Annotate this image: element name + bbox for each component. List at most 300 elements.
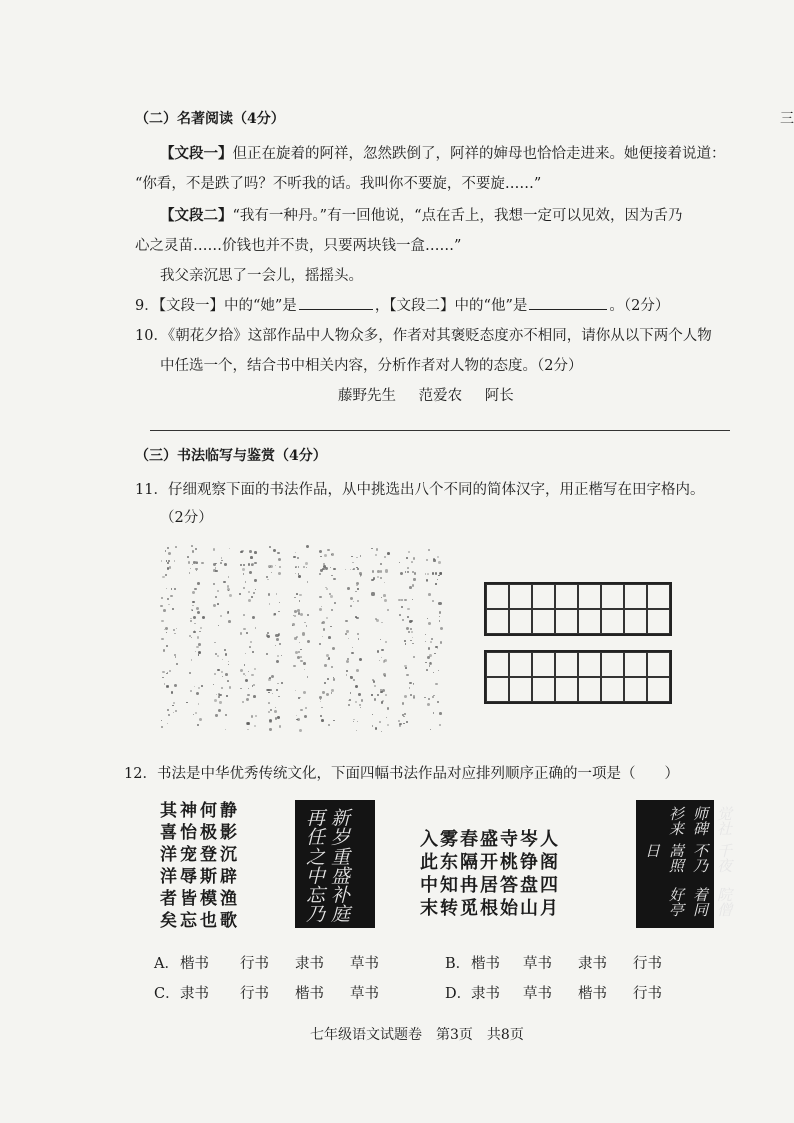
rubbing-speck	[228, 611, 230, 613]
rubbing-speck	[277, 552, 280, 555]
rubbing-speck	[305, 707, 308, 710]
rubbing-speck	[165, 574, 167, 576]
rubbing-speck	[324, 664, 327, 667]
grid-cell[interactable]	[647, 609, 670, 634]
rubbing-speck	[348, 704, 350, 706]
rubbing-speck	[193, 714, 195, 716]
rubbing-speck	[218, 625, 219, 626]
rubbing-speck	[407, 571, 408, 572]
rubbing-speck	[324, 682, 326, 684]
grid-cell[interactable]	[647, 584, 670, 609]
rubbing-speck	[229, 686, 232, 689]
rubbing-speck	[214, 699, 217, 702]
rubbing-speck	[433, 672, 434, 673]
rubbing-speck	[407, 616, 409, 618]
choice-fanainong: 范爱农	[418, 388, 463, 404]
rubbing-speck	[267, 579, 268, 580]
rubbing-speck	[243, 628, 245, 630]
page-marker: 三	[780, 111, 794, 127]
rubbing-speck	[429, 665, 430, 666]
rubbing-speck	[195, 651, 197, 653]
tianzige-grid-1[interactable]	[484, 582, 672, 636]
rubbing-speck	[402, 619, 404, 621]
rubbing-speck	[352, 647, 353, 648]
rubbing-speck	[380, 563, 382, 565]
rubbing-speck	[227, 585, 229, 587]
rubbing-speck	[278, 696, 280, 698]
rubbing-speck	[245, 679, 248, 682]
rubbing-speck	[331, 575, 333, 577]
rubbing-speck	[355, 591, 356, 592]
rubbing-speck	[381, 597, 382, 598]
rubbing-speck	[293, 665, 295, 667]
rubbing-speck	[198, 703, 199, 704]
choice-achang: 阿长	[484, 388, 514, 404]
rubbing-speck	[275, 634, 278, 637]
rubbing-speck	[357, 600, 359, 602]
rubbing-speck	[222, 659, 223, 660]
rubbing-speck	[248, 671, 250, 673]
rubbing-speck	[168, 714, 170, 716]
rubbing-speck	[299, 594, 302, 597]
rubbing-speck	[296, 636, 298, 638]
rubbing-speck	[404, 713, 406, 715]
rubbing-speck	[255, 715, 257, 717]
rubbing-speck	[278, 611, 279, 612]
rubbing-speck	[374, 685, 376, 687]
rubbing-speck	[356, 557, 358, 559]
rubbing-speck	[319, 596, 322, 599]
rubbing-speck	[225, 714, 227, 716]
grid-cell[interactable]	[578, 609, 601, 634]
rubbing-speck	[300, 709, 302, 711]
rubbing-speck	[380, 689, 382, 691]
rubbing-speck	[408, 551, 410, 553]
rubbing-speck	[279, 602, 280, 603]
rubbing-speck	[167, 567, 169, 569]
rubbing-speck	[425, 573, 427, 575]
grid-cell[interactable]	[486, 677, 509, 702]
rubbing-speck	[295, 573, 296, 574]
rubbing-speck	[350, 569, 352, 571]
rubbing-speck	[432, 600, 434, 602]
grid-cell[interactable]	[601, 652, 624, 677]
rubbing-speck	[331, 609, 333, 611]
rubbing-speck	[249, 571, 252, 574]
rubbing-speck	[326, 617, 328, 619]
rubbing-speck	[330, 626, 332, 628]
rubbing-speck	[271, 675, 274, 678]
rubbing-speck	[221, 557, 223, 559]
section3-title: （三）书法临写与鉴赏（4分）	[135, 448, 327, 464]
rubbing-speck	[251, 674, 254, 677]
rubbing-speck	[382, 689, 385, 692]
xingshu-sample: 补庭忘乃 重盛之中 新岁再任	[295, 800, 375, 928]
rubbing-speck	[299, 642, 300, 643]
rubbing-speck	[307, 581, 309, 583]
character-choices	[338, 384, 514, 405]
grid-cell[interactable]	[509, 677, 532, 702]
rubbing-speck	[165, 550, 166, 551]
rubbing-speck	[327, 659, 328, 660]
rubbing-speck	[372, 725, 374, 727]
rubbing-speck	[304, 715, 307, 718]
rubbing-speck	[268, 678, 271, 681]
rubbing-speck	[432, 696, 434, 698]
rubbing-speck	[175, 710, 177, 712]
question-11-line2: （2分）	[160, 510, 213, 526]
rubbing-speck	[294, 610, 297, 613]
rubbing-speck	[186, 702, 187, 703]
rubbing-speck	[298, 651, 300, 653]
rubbing-speck	[384, 599, 387, 602]
rubbing-speck	[438, 561, 441, 564]
rubbing-speck	[328, 636, 331, 639]
rubbing-speck	[387, 724, 389, 726]
rubbing-speck	[279, 643, 280, 644]
rubbing-speck	[327, 678, 329, 680]
rubbing-speck	[244, 664, 245, 665]
rubbing-speck	[226, 695, 227, 696]
grid-cell[interactable]	[601, 609, 624, 634]
rubbing-speck	[279, 566, 282, 569]
option-d[interactable]: D．隶书 草书 楷书 行书	[445, 986, 662, 1002]
rubbing-speck	[435, 683, 437, 685]
rubbing-speck	[162, 677, 163, 678]
rubbing-speck	[199, 718, 202, 721]
rubbing-speck	[360, 555, 361, 556]
rubbing-speck	[249, 646, 251, 648]
rubbing-speck	[358, 693, 361, 696]
rubbing-speck	[427, 618, 428, 619]
rubbing-speck	[319, 643, 321, 645]
rubbing-speck	[253, 592, 255, 594]
grid-cell[interactable]	[578, 584, 601, 609]
rubbing-speck	[276, 689, 278, 691]
grid-cell[interactable]	[601, 584, 624, 609]
rubbing-speck	[195, 568, 197, 570]
rubbing-speck	[247, 694, 250, 697]
rubbing-speck	[356, 617, 359, 620]
rubbing-speck	[403, 716, 405, 718]
tianzige-grid-2[interactable]	[484, 650, 672, 704]
rubbing-speck	[404, 599, 407, 602]
grid-cell[interactable]	[601, 677, 624, 702]
rubbing-speck	[303, 566, 305, 568]
rubbing-speck	[321, 707, 322, 708]
rubbing-speck	[437, 701, 439, 703]
rubbing-speck	[166, 645, 168, 647]
rubbing-speck	[169, 670, 171, 672]
passage2-line1: 【文段二】“我有一种丹。”有一回他说，“点在舌上，我想一定可以见效，因为舌乃	[160, 207, 683, 224]
rubbing-speck	[191, 545, 193, 547]
rubbing-speck	[213, 563, 216, 566]
rubbing-speck	[348, 638, 349, 639]
rubbing-speck	[381, 649, 384, 652]
rubbing-speck	[377, 694, 379, 696]
rubbing-speck	[410, 694, 412, 696]
rubbing-speck	[405, 571, 406, 572]
rubbing-speck	[229, 594, 232, 597]
rubbing-speck	[240, 551, 243, 554]
rubbing-speck	[213, 604, 216, 607]
rubbing-speck	[439, 611, 442, 614]
rubbing-speck	[407, 608, 409, 610]
rubbing-speck	[248, 591, 250, 593]
rubbing-speck	[251, 564, 253, 566]
grid-cell[interactable]	[532, 677, 555, 702]
rubbing-speck	[411, 620, 413, 622]
rubbing-speck	[167, 709, 169, 711]
rubbing-speck	[295, 567, 296, 568]
rubbing-speck	[299, 600, 301, 602]
rubbing-speck	[269, 728, 271, 730]
rubbing-speck	[269, 603, 270, 604]
rubbing-speck	[268, 593, 270, 595]
rubbing-speck	[196, 692, 199, 695]
rubbing-speck	[198, 687, 200, 689]
rubbing-speck	[225, 653, 227, 655]
grid-cell[interactable]	[624, 652, 647, 677]
rubbing-speck	[187, 556, 189, 558]
grid-cell[interactable]	[509, 584, 532, 609]
rubbing-speck	[402, 714, 403, 715]
rubbing-speck	[320, 715, 322, 717]
rubbing-speck	[267, 632, 269, 634]
rubbing-speck	[278, 572, 281, 575]
rubbing-speck	[219, 701, 221, 703]
rubbing-speck	[277, 683, 278, 684]
question-9: 9．【文段一】中的“她”是 ，【文段二】中的“他”是 。（2分）	[135, 294, 669, 315]
grid-cell[interactable]	[486, 584, 509, 609]
answer-line[interactable]	[150, 430, 730, 431]
rubbing-speck	[172, 608, 174, 610]
rubbing-speck	[427, 656, 430, 659]
rubbing-speck	[298, 612, 300, 614]
rubbing-speck	[350, 692, 351, 693]
kaishu-sample: 其神何静 喜怡极影 洋宠登沉 洋辱斯辟 者皆模渔 矣忘也歌	[160, 801, 240, 931]
rubbing-speck	[188, 561, 190, 563]
rubbing-speck	[245, 653, 246, 654]
rubbing-speck	[213, 548, 215, 550]
rubbing-speck	[276, 593, 277, 594]
grid-cell[interactable]	[532, 584, 555, 609]
rubbing-speck	[424, 697, 425, 698]
rubbing-speck	[192, 550, 195, 553]
answer-blank-9b[interactable]	[529, 295, 607, 310]
rubbing-speck	[268, 711, 270, 713]
rubbing-speck	[275, 565, 276, 566]
rubbing-speck	[413, 557, 415, 559]
rubbing-speck	[201, 685, 203, 687]
rubbing-speck	[275, 645, 276, 646]
rubbing-speck	[242, 701, 244, 703]
grid-cell[interactable]	[555, 609, 578, 634]
rubbing-speck	[381, 622, 383, 624]
rubbing-speck	[189, 672, 191, 674]
rubbing-speck	[254, 668, 256, 670]
rubbing-speck	[324, 554, 327, 557]
rubbing-speck	[297, 557, 299, 559]
grid-cell[interactable]	[578, 652, 601, 677]
rubbing-speck	[307, 640, 310, 643]
rubbing-speck	[359, 704, 361, 706]
rubbing-speck	[215, 570, 218, 573]
rubbing-speck	[174, 560, 175, 561]
rubbing-speck	[399, 614, 401, 616]
rubbing-speck	[438, 670, 439, 671]
grid-cell[interactable]	[647, 652, 670, 677]
rubbing-speck	[380, 570, 383, 573]
rubbing-speck	[266, 634, 268, 636]
rubbing-speck	[227, 588, 230, 591]
rubbing-speck	[192, 564, 193, 565]
rubbing-speck	[387, 609, 389, 611]
grid-cell[interactable]	[624, 677, 647, 702]
option-c[interactable]: C．隶书 行书 楷书 草书	[154, 986, 379, 1002]
rubbing-speck	[228, 664, 230, 666]
rubbing-speck	[320, 701, 321, 702]
rubbing-speck	[426, 559, 428, 561]
rubbing-speck	[219, 694, 221, 696]
rubbing-speck	[239, 593, 241, 595]
rubbing-speck	[427, 573, 429, 575]
rubbing-speck	[221, 560, 223, 562]
rubbing-speck	[412, 643, 413, 644]
rubbing-speck	[215, 653, 217, 655]
question-12: 12．书法是中华优秀传统文化，下面四幅书法作品对应排列顺序正确的一项是（ ）	[124, 766, 679, 782]
rubbing-speck	[411, 561, 413, 563]
rubbing-speck	[214, 642, 216, 644]
rubbing-speck	[303, 662, 306, 665]
rubbing-speck	[160, 605, 162, 607]
rubbing-speck	[383, 594, 386, 597]
option-b[interactable]: B．楷书 草书 隶书 行书	[445, 956, 662, 972]
rubbing-speck	[387, 707, 390, 710]
rubbing-speck	[355, 685, 358, 688]
grid-cell[interactable]	[555, 677, 578, 702]
rubbing-speck	[281, 682, 283, 684]
question-11-line1: 11．仔细观察下面的书法作品，从中挑选出八个不同的简体汉字，用正楷写在田字格内。	[135, 482, 705, 498]
rubbing-speck	[296, 593, 298, 595]
rubbing-speck	[223, 581, 225, 583]
rubbing-speck	[193, 616, 196, 619]
rubbing-speck	[322, 621, 325, 624]
rubbing-speck	[440, 641, 442, 643]
rubbing-speck	[345, 633, 346, 634]
rubbing-speck	[166, 685, 168, 687]
rubbing-speck	[440, 627, 443, 630]
grid-cell[interactable]	[555, 584, 578, 609]
grid-cell[interactable]	[578, 677, 601, 702]
grid-cell[interactable]	[555, 652, 578, 677]
rubbing-speck	[189, 572, 190, 573]
rubbing-speck	[248, 599, 251, 602]
rubbing-speck	[248, 688, 249, 689]
rubbing-speck	[320, 556, 322, 558]
rubbing-speck	[202, 616, 205, 619]
rubbing-speck	[319, 608, 322, 611]
rubbing-speck	[297, 609, 300, 612]
rubbing-speck	[357, 721, 358, 722]
rubbing-speck	[274, 710, 277, 713]
rubbing-speck	[197, 582, 200, 585]
rubbing-speck	[323, 628, 325, 630]
rubbing-speck	[430, 662, 432, 664]
rubbing-speck	[214, 673, 216, 675]
rubbing-speck	[371, 694, 372, 695]
rubbing-speck	[294, 597, 296, 599]
rubbing-speck	[356, 669, 359, 672]
rubbing-speck	[414, 572, 416, 574]
grid-cell[interactable]	[486, 652, 509, 677]
rubbing-speck	[328, 724, 330, 726]
rubbing-speck	[331, 666, 333, 668]
rubbing-speck	[297, 656, 300, 659]
rubbing-speck	[277, 655, 279, 657]
rubbing-speck	[217, 590, 219, 592]
rubbing-speck	[384, 556, 386, 558]
grid-cell[interactable]	[486, 609, 509, 634]
grid-cell[interactable]	[624, 609, 647, 634]
rubbing-speck	[162, 576, 165, 579]
rubbing-speck	[167, 547, 169, 549]
rubbing-speck	[377, 650, 379, 652]
rubbing-speck	[372, 570, 374, 572]
rubbing-speck	[213, 583, 215, 585]
rubbing-speck	[165, 627, 168, 630]
grid-cell[interactable]	[624, 584, 647, 609]
rubbing-speck	[240, 564, 242, 566]
rubbing-speck	[278, 558, 281, 561]
rubbing-speck	[174, 588, 176, 590]
rubbing-speck	[240, 632, 243, 635]
rubbing-speck	[252, 651, 254, 653]
rubbing-speck	[192, 601, 194, 603]
grid-cell[interactable]	[647, 677, 670, 702]
rubbing-speck	[228, 576, 230, 578]
rubbing-speck	[401, 599, 403, 601]
answer-blank-9a[interactable]	[299, 295, 373, 310]
rubbing-speck	[428, 593, 431, 596]
rubbing-speck	[215, 714, 217, 716]
rubbing-speck	[196, 562, 198, 564]
rubbing-speck	[255, 627, 257, 629]
grid-cell[interactable]	[532, 609, 555, 634]
rubbing-speck	[293, 556, 296, 559]
rubbing-speck	[243, 564, 245, 566]
rubbing-speck	[320, 699, 321, 700]
rubbing-speck	[173, 702, 175, 704]
rubbing-speck	[330, 595, 333, 598]
grid-cell[interactable]	[532, 652, 555, 677]
rubbing-speck	[428, 622, 431, 625]
grid-cell[interactable]	[509, 652, 532, 677]
rubbing-speck	[161, 560, 162, 561]
rubbing-speck	[193, 561, 195, 563]
rubbing-speck	[192, 610, 193, 611]
rubbing-speck	[295, 690, 296, 691]
rubbing-speck	[254, 725, 256, 727]
rubbing-speck	[300, 660, 302, 662]
option-a[interactable]: A．楷书 行书 隶书 草书	[154, 956, 379, 972]
rubbing-speck	[195, 548, 197, 550]
rubbing-speck	[275, 717, 277, 719]
rubbing-speck	[174, 633, 176, 635]
rubbing-speck	[254, 562, 256, 564]
rubbing-speck	[353, 721, 354, 722]
grid-cell[interactable]	[509, 609, 532, 634]
